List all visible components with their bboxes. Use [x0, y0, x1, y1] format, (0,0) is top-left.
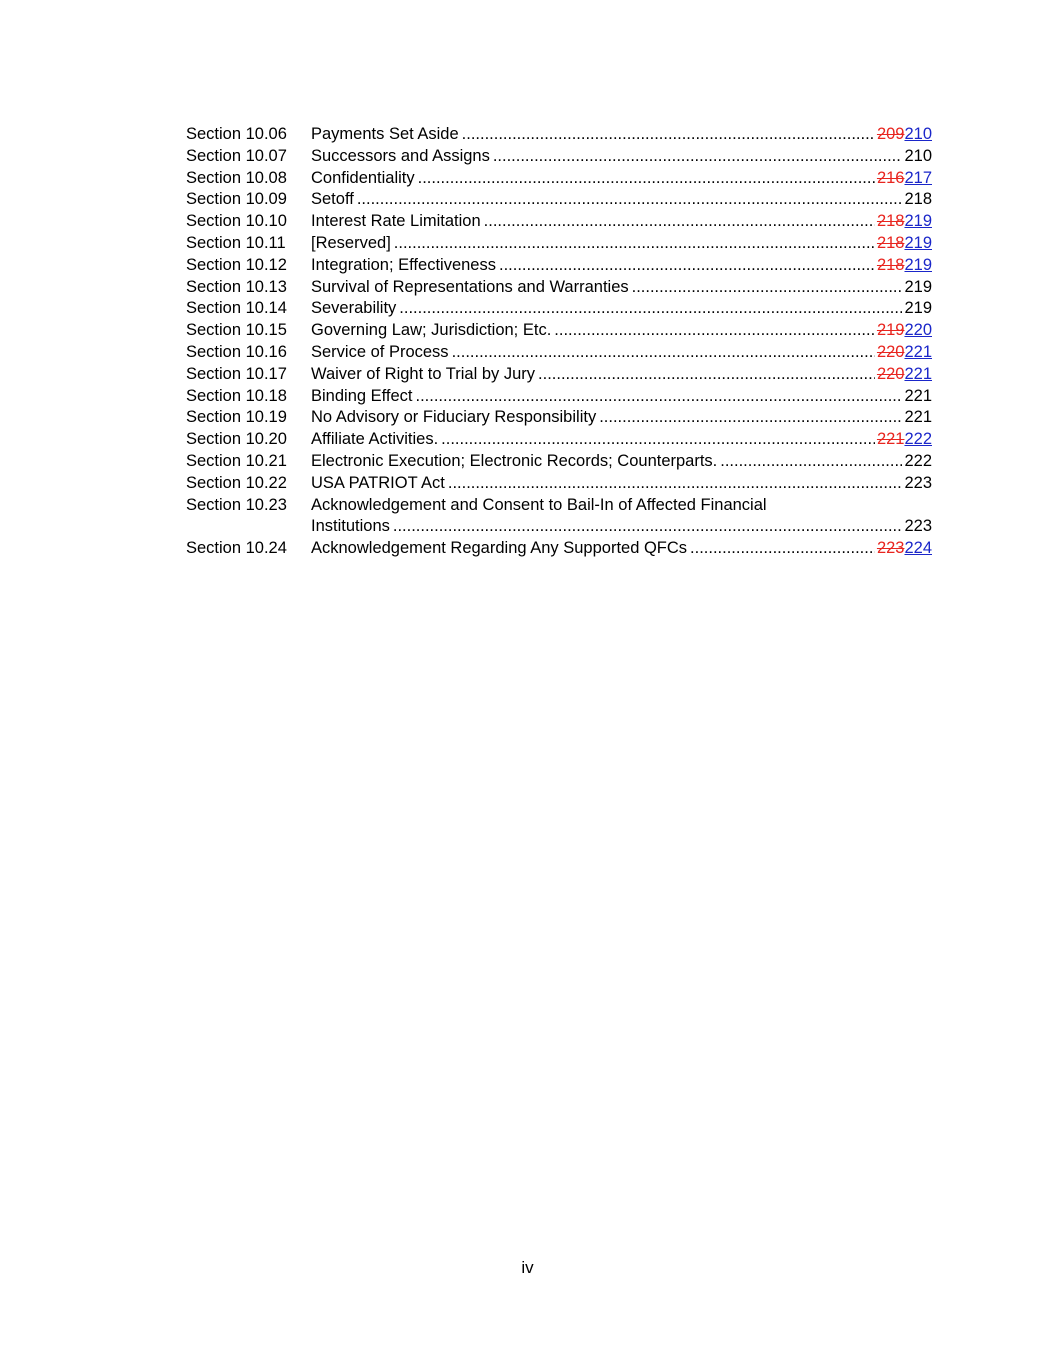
- dot-leader: [632, 277, 903, 299]
- deleted-page-number: 218: [876, 212, 905, 231]
- section-number: Section 10.08: [186, 168, 287, 187]
- deleted-page-number: 223: [876, 539, 905, 558]
- dot-leader: [441, 429, 875, 451]
- inserted-page-number: 219: [904, 255, 932, 274]
- section-number: Section 10.10: [186, 212, 287, 231]
- section-number: Section 10.15: [186, 321, 287, 340]
- table-of-contents: [186, 124, 932, 560]
- toc-entry: [186, 146, 932, 168]
- deleted-page-number: 221: [876, 430, 905, 449]
- section-title: Interest Rate Limitation: [311, 212, 481, 231]
- toc-entry: [186, 495, 932, 539]
- section-number: Section 10.17: [186, 364, 287, 383]
- section-number: Section 10.22: [186, 473, 287, 492]
- page-number: 218: [904, 190, 932, 209]
- section-number: Section 10.13: [186, 277, 287, 296]
- toc-entry: [186, 233, 932, 255]
- section-number: Section 10.07: [186, 146, 287, 165]
- section-number: Section 10.11: [186, 233, 286, 252]
- section-title: Confidentiality: [311, 168, 415, 187]
- page-number: 222: [904, 451, 932, 470]
- dot-leader: [484, 211, 875, 233]
- toc-entry: [186, 320, 932, 342]
- page-ref: [877, 255, 932, 277]
- inserted-page-number: 222: [904, 430, 932, 449]
- section-number: Section 10.12: [186, 255, 287, 274]
- dot-leader: [452, 342, 875, 364]
- section-number: Section 10.19: [186, 408, 287, 427]
- toc-entry: [186, 473, 932, 495]
- inserted-page-number: 220: [904, 321, 932, 340]
- page-ref: [877, 320, 932, 342]
- page-number: 210: [904, 146, 932, 165]
- toc-entry: [186, 255, 932, 277]
- dot-leader: [393, 516, 903, 538]
- toc-entry: [186, 451, 932, 473]
- section-title: Binding Effect: [311, 386, 413, 405]
- deleted-page-number: 218: [876, 255, 905, 274]
- toc-entry: [186, 386, 932, 408]
- inserted-page-number: 219: [904, 233, 932, 252]
- page-number: 219: [904, 299, 932, 318]
- dot-leader: [448, 473, 903, 495]
- toc-entry: [186, 407, 932, 429]
- page-number: 223: [904, 517, 932, 536]
- page-ref: [877, 211, 932, 233]
- page-ref: [877, 364, 932, 386]
- section-title-line-2: Institutions: [311, 517, 390, 536]
- inserted-page-number: 219: [904, 212, 932, 231]
- section-number: Section 10.23: [186, 495, 287, 514]
- section-number: Section 10.24: [186, 539, 287, 558]
- toc-entry: [186, 168, 932, 190]
- page-ref: [877, 124, 932, 146]
- section-number: Section 10.20: [186, 430, 287, 449]
- section-number: Section 10.16: [186, 342, 287, 361]
- deleted-page-number: 220: [876, 342, 905, 361]
- section-title: No Advisory or Fiduciary Responsibility: [311, 408, 597, 427]
- dot-leader: [416, 386, 903, 408]
- section-title: Electronic Execution; Electronic Records; Counterparts.: [311, 451, 718, 470]
- dot-leader: [499, 255, 875, 277]
- section-number: Section 10.06: [186, 125, 287, 143]
- inserted-page-number: 210: [904, 125, 932, 143]
- dot-leader: [394, 233, 875, 255]
- section-number: Section 10.18: [186, 386, 287, 405]
- dot-leader: [357, 189, 903, 211]
- toc-entry: [186, 538, 932, 560]
- inserted-page-number: 221: [904, 364, 932, 383]
- section-title: Survival of Representations and Warranties: [311, 277, 629, 296]
- inserted-page-number: 221: [904, 342, 932, 361]
- dot-leader: [399, 298, 902, 320]
- dot-leader: [493, 146, 903, 168]
- inserted-page-number: 217: [904, 168, 932, 187]
- toc-entry: [186, 124, 932, 146]
- toc-entry: [186, 298, 932, 320]
- page-ref: [877, 429, 932, 451]
- toc-entry: [186, 342, 932, 364]
- inserted-page-number: 224: [904, 539, 932, 558]
- toc-entry: [186, 189, 932, 211]
- deleted-page-number: 218: [876, 233, 905, 252]
- section-number: Section 10.09: [186, 190, 287, 209]
- toc-entry: [186, 211, 932, 233]
- deleted-page-number: 209: [876, 125, 905, 143]
- section-title: USA PATRIOT Act: [311, 473, 445, 492]
- page-number: 219: [904, 277, 932, 296]
- section-title: Successors and Assigns: [311, 146, 490, 165]
- section-title: Affiliate Activities.: [311, 430, 439, 449]
- page-ref: [877, 342, 932, 364]
- dot-leader: [554, 320, 875, 342]
- page-ref: [877, 538, 932, 560]
- page-number: 221: [904, 408, 932, 427]
- page-ref: [877, 168, 932, 190]
- page-number: 221: [904, 386, 932, 405]
- section-title: Governing Law; Jurisdiction; Etc.: [311, 321, 552, 340]
- toc-entry: [186, 429, 932, 451]
- section-title: Severability: [311, 299, 397, 318]
- dot-leader: [720, 451, 902, 473]
- section-title: [Reserved]: [311, 233, 391, 252]
- dot-leader: [462, 124, 875, 146]
- deleted-page-number: 219: [876, 321, 905, 340]
- section-title: Integration; Effectiveness: [311, 255, 496, 274]
- page-footer-number: iv: [521, 1258, 534, 1277]
- page-ref: [877, 233, 932, 255]
- section-title: Waiver of Right to Trial by Jury: [311, 364, 536, 383]
- section-number: Section 10.21: [186, 451, 287, 470]
- section-title: Service of Process: [311, 342, 449, 361]
- section-title: Acknowledgement Regarding Any Supported QFCs: [311, 539, 688, 558]
- dot-leader: [538, 364, 875, 386]
- section-title: Setoff: [311, 190, 354, 209]
- deleted-page-number: 216: [876, 168, 905, 187]
- toc-entry: [186, 277, 932, 299]
- dot-leader: [690, 538, 875, 560]
- section-title-line-1: Acknowledgement and Consent to Bail-In of Affected Financial: [311, 495, 767, 514]
- deleted-page-number: 220: [876, 364, 905, 383]
- toc-entry: [186, 364, 932, 386]
- section-title: Payments Set Aside: [311, 125, 459, 143]
- section-number: Section 10.14: [186, 299, 287, 318]
- page-number: 223: [904, 473, 932, 492]
- dot-leader: [418, 168, 875, 190]
- dot-leader: [599, 407, 902, 429]
